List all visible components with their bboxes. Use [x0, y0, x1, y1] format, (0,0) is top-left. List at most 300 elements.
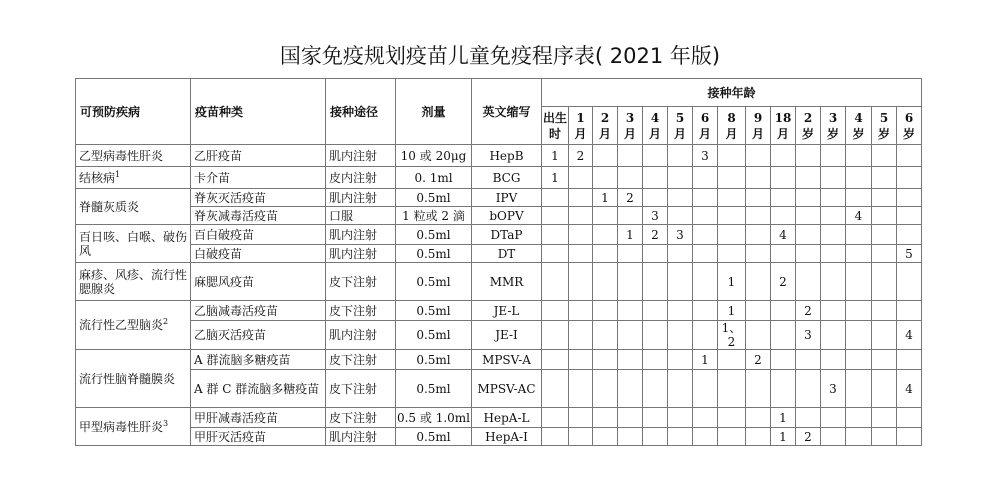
age-unit: 月 [725, 126, 738, 141]
dose-number-cell [796, 207, 821, 225]
dose-number-cell [693, 189, 718, 207]
dose-number-cell [746, 301, 771, 321]
dose-number-cell [569, 245, 593, 263]
dose-number-cell [618, 370, 643, 408]
dose-number-cell [872, 370, 897, 408]
age-value: 9 [753, 110, 763, 125]
age-value: 1 [576, 110, 585, 125]
dose-number-cell [542, 207, 569, 225]
table-row [76, 189, 922, 207]
dose-number-cell [668, 408, 693, 428]
route-cell: 肌内注射 [326, 428, 396, 446]
vaccine-cell: 甲肝灭活疫苗 [191, 428, 326, 446]
age-unit: 月 [698, 126, 711, 141]
dose-number-cell: 1 [718, 263, 746, 301]
page-title: 国家免疫规划疫苗儿童免疫程序表( 2021 年版) [279, 44, 721, 68]
dose-number-cell [821, 350, 846, 370]
dose-number-cell [618, 408, 643, 428]
dose-number-cell [593, 167, 618, 189]
route-cell: 皮下注射 [326, 408, 396, 428]
dose-number-cell [593, 225, 618, 245]
dose-number-cell [693, 408, 718, 428]
dose-number-cell [746, 408, 771, 428]
footnote-marker: 3 [163, 418, 169, 428]
dose-number-cell [746, 207, 771, 225]
dose-number-cell [872, 263, 897, 301]
disease-name: 流行性乙型脑炎 [79, 318, 164, 332]
dose-number-cell: 4 [897, 321, 922, 350]
abbr-cell: HepA-I [472, 428, 542, 446]
abbr-cell: HepA-L [472, 408, 542, 428]
route-cell: 皮下注射 [326, 370, 396, 408]
dose-number-cell [718, 167, 746, 189]
dose-number-cell [569, 321, 593, 350]
dose-number-cell [846, 145, 872, 167]
age-value: 6 [904, 110, 914, 125]
dose-number-cell [821, 321, 846, 350]
dose-number-cell: 2 [796, 301, 821, 321]
dose-number-cell [618, 167, 643, 189]
dose-number-cell [821, 145, 846, 167]
dose-number-cell [718, 189, 746, 207]
dose-number-cell [771, 301, 796, 321]
dose-number-cell [542, 350, 569, 370]
table-row [76, 245, 922, 263]
dose-number-cell [569, 225, 593, 245]
header-abbr: 英文缩写 [472, 79, 542, 145]
dose-number-cell [593, 263, 618, 301]
dose-number-cell [746, 245, 771, 263]
dose-number-cell [821, 301, 846, 321]
dose-number-cell [542, 370, 569, 408]
dose-number-cell [593, 207, 618, 225]
route-cell: 皮内注射 [326, 167, 396, 189]
route-cell: 肌内注射 [326, 145, 396, 167]
dose-number-cell: 1 [771, 408, 796, 428]
dose-number-cell [897, 301, 922, 321]
age-value: 5 [879, 110, 889, 125]
dose-number-cell: 2 [746, 350, 771, 370]
age-unit: 岁 [826, 126, 839, 141]
dose-number-cell: 2 [569, 145, 593, 167]
route-cell: 皮下注射 [326, 263, 396, 301]
disease-name: 流行性脑脊髓膜炎 [79, 371, 176, 386]
dose-number-cell [718, 207, 746, 225]
dose-number-cell: 4 [846, 207, 872, 225]
dose-number-cell [593, 321, 618, 350]
dose-number-cell [693, 321, 718, 350]
age-value: 3 [828, 110, 838, 125]
dose-cell: 0.5ml [396, 370, 472, 408]
dose-number-cell [746, 225, 771, 245]
dose-number-cell: 1 [693, 350, 718, 370]
dose-number-cell [569, 408, 593, 428]
dose-number-cell [872, 408, 897, 428]
vaccine-cell: 乙肝疫苗 [191, 145, 326, 167]
age-value: 2 [803, 110, 813, 125]
dose-number-cell [693, 428, 718, 446]
dose-number-cell [618, 145, 643, 167]
dose-number-cell [897, 207, 922, 225]
header-vaccine: 疫苗种类 [191, 79, 326, 145]
dose-number-cell [846, 263, 872, 301]
dose-number-cell [718, 145, 746, 167]
vaccine-cell: A 群 C 群流脑多糖疫苗 [191, 370, 326, 408]
dose-cell: 0.5ml [396, 263, 472, 301]
dose-number-cell [569, 370, 593, 408]
disease-cell [76, 145, 191, 167]
route-cell: 皮下注射 [326, 301, 396, 321]
route-cell: 肌内注射 [326, 189, 396, 207]
vaccine-cell: 脊灰减毒活疫苗 [191, 207, 326, 225]
disease-cell [76, 167, 191, 189]
dose-number-cell [821, 428, 846, 446]
dose-number-cell [796, 263, 821, 301]
dose-number-cell [569, 428, 593, 446]
abbr-cell: JE-L [472, 301, 542, 321]
table-row [76, 263, 922, 301]
age-value: 8 [727, 110, 736, 125]
table-row [76, 370, 922, 408]
dose-number-cell: 3 [668, 225, 693, 245]
age-header [897, 107, 922, 145]
dose-number-cell [693, 370, 718, 408]
abbr-cell: MPSV-AC [472, 370, 542, 408]
age-header [771, 107, 796, 145]
dose-number-cell [897, 408, 922, 428]
dose-number-cell [593, 428, 618, 446]
dose-number-cell [746, 189, 771, 207]
age-header [872, 107, 897, 145]
dose-number-cell [872, 167, 897, 189]
dose-number-cell [771, 207, 796, 225]
dose-number-cell [821, 225, 846, 245]
dose-number-cell [643, 301, 668, 321]
dose-number-cell [618, 321, 643, 350]
dose-number-cell [746, 145, 771, 167]
dose-number-cell: 1 [542, 145, 569, 167]
dose-number-cell [796, 245, 821, 263]
header-route: 接种途径 [326, 79, 396, 145]
age-unit: 岁 [902, 126, 915, 141]
abbr-cell: bOPV [472, 207, 542, 225]
dose-number-cell [643, 350, 668, 370]
vaccine-cell: A 群流脑多糖疫苗 [191, 350, 326, 370]
table-row [76, 350, 922, 370]
route-cell: 口服 [326, 207, 396, 225]
dose-number-cell [569, 301, 593, 321]
dose-number-cell [771, 167, 796, 189]
age-unit: 岁 [801, 126, 814, 141]
dose-number-cell [846, 321, 872, 350]
dose-number-cell [668, 263, 693, 301]
dose-number-cell [643, 145, 668, 167]
age-value: 4 [650, 110, 660, 125]
dose-number-cell: 3 [796, 321, 821, 350]
dose-number-cell [821, 245, 846, 263]
dose-number-cell [569, 189, 593, 207]
dose-number-cell: 2 [643, 225, 668, 245]
abbr-cell: DTaP [472, 225, 542, 245]
dose-number-cell [542, 245, 569, 263]
vaccine-cell: 白破疫苗 [191, 245, 326, 263]
age-header [718, 107, 746, 145]
age-unit: 月 [598, 126, 611, 141]
age-value: 6 [700, 110, 710, 125]
dose-cell: 0.5ml [396, 245, 472, 263]
disease-cell [76, 263, 191, 301]
table-row [76, 167, 922, 189]
dose-cell: 0.5ml [396, 321, 472, 350]
table-row [76, 225, 922, 245]
disease-name: 结核病 [79, 170, 116, 185]
vaccine-cell: 脊灰灭活疫苗 [191, 189, 326, 207]
dose-number-cell [897, 350, 922, 370]
dose-number-cell [796, 370, 821, 408]
dose-number-cell [542, 225, 569, 245]
route-cell: 肌内注射 [326, 321, 396, 350]
age-value: 18 [774, 110, 792, 125]
dose-cell: 10 或 20μg [396, 145, 472, 167]
dose-number-cell: 1 [718, 301, 746, 321]
table-row [76, 428, 922, 446]
dose-cell: 0.5ml [396, 225, 472, 245]
header-age-group: 接种年龄 [542, 79, 922, 107]
dose-number-cell [846, 301, 872, 321]
dose-number-cell [569, 167, 593, 189]
header-disease: 可预防疾病 [76, 79, 191, 145]
dose-number-cell [569, 350, 593, 370]
abbr-cell: MMR [472, 263, 542, 301]
route-cell: 肌内注射 [326, 225, 396, 245]
dose-number-cell [542, 408, 569, 428]
dose-number-cell [746, 428, 771, 446]
dose-number-cell [569, 207, 593, 225]
dose-number-cell: 4 [897, 370, 922, 408]
header-dose: 剂量 [396, 79, 472, 145]
abbr-cell: HepB [472, 145, 542, 167]
dose-number-cell [796, 189, 821, 207]
age-unit: 月 [648, 126, 661, 141]
dose-number-cell: 1 [593, 189, 618, 207]
vaccine-cell: 卡介苗 [191, 167, 326, 189]
disease-name: 百日咳、白喉、破伤风 [79, 229, 188, 258]
disease-cell [76, 301, 191, 350]
dose-number-cell [821, 263, 846, 301]
age-header [643, 107, 668, 145]
dose-number-cell [542, 189, 569, 207]
dose-number-cell [618, 350, 643, 370]
dose-number-cell [643, 408, 668, 428]
dose-number-cell [668, 321, 693, 350]
dose-number-cell [897, 167, 922, 189]
dose-number-cell [821, 167, 846, 189]
route-cell: 皮下注射 [326, 350, 396, 370]
dose-number-cell [821, 207, 846, 225]
dose-number-cell [796, 167, 821, 189]
dose-number-cell [872, 225, 897, 245]
dose-number-cell: 3 [821, 370, 846, 408]
dose-cell: 0.5ml [396, 189, 472, 207]
dose-number-cell [897, 225, 922, 245]
vaccine-cell: 麻腮风疫苗 [191, 263, 326, 301]
age-header [693, 107, 718, 145]
dose-number-cell [746, 370, 771, 408]
dose-number-cell [542, 263, 569, 301]
dose-number-cell [746, 321, 771, 350]
dose-number-cell [668, 350, 693, 370]
dose-number-cell [693, 225, 718, 245]
dose-number-cell [593, 245, 618, 263]
age-header [618, 107, 643, 145]
dose-number-cell [668, 207, 693, 225]
dose-cell: 1 粒或 2 滴 [396, 207, 472, 225]
age-value: 出生 [542, 110, 567, 125]
age-header [593, 107, 618, 145]
dose-number-cell [668, 428, 693, 446]
dose-number-cell [542, 321, 569, 350]
footnote-marker: 1 [115, 169, 121, 179]
dose-number-cell: 5 [897, 245, 922, 263]
dose-number-cell [718, 245, 746, 263]
age-unit: 月 [751, 126, 764, 141]
age-value: 5 [675, 110, 685, 125]
dose-number-cell: 2 [796, 428, 821, 446]
age-unit: 月 [776, 126, 789, 141]
dose-cell: 0.5ml [396, 428, 472, 446]
disease-name: 麻疹、风疹、流行性腮腺炎 [79, 267, 188, 296]
dose-number-cell [643, 167, 668, 189]
dose-number-cell [593, 145, 618, 167]
abbr-cell: IPV [472, 189, 542, 207]
dose-number-cell [846, 245, 872, 263]
dose-number-cell [771, 350, 796, 370]
abbr-cell: BCG [472, 167, 542, 189]
age-header [796, 107, 821, 145]
dose-number-cell [618, 301, 643, 321]
age-header [746, 107, 771, 145]
dose-number-cell [668, 167, 693, 189]
dose-number-cell [872, 350, 897, 370]
dose-number-cell [846, 350, 872, 370]
dose-number-cell [668, 189, 693, 207]
dose-number-cell: 4 [771, 225, 796, 245]
dose-number-cell [846, 167, 872, 189]
dose-number-cell [643, 245, 668, 263]
dose-number-cell [593, 408, 618, 428]
dose-number-cell [796, 145, 821, 167]
table-row [76, 207, 922, 225]
table-row [76, 321, 922, 350]
disease-cell [76, 350, 191, 408]
dose-number-cell [618, 428, 643, 446]
age-header [668, 107, 693, 145]
dose-number-cell [718, 428, 746, 446]
dose-cell: 0.5ml [396, 301, 472, 321]
route-cell: 肌内注射 [326, 245, 396, 263]
dose-cell: 0.5 或 1.0ml [396, 408, 472, 428]
dose-number-cell [618, 207, 643, 225]
dose-number-cell [897, 428, 922, 446]
age-value: 4 [854, 110, 863, 125]
dose-number-cell [796, 350, 821, 370]
age-header [542, 107, 569, 145]
dose-number-cell [718, 370, 746, 408]
dose-number-cell [593, 350, 618, 370]
dose-number-cell [872, 207, 897, 225]
vaccine-cell: 甲肝减毒活疫苗 [191, 408, 326, 428]
dose-number-cell [693, 263, 718, 301]
dose-number-cell: 2 [771, 263, 796, 301]
dose-number-cell [643, 370, 668, 408]
dose-number-cell [668, 370, 693, 408]
dose-number-cell: 1 [542, 167, 569, 189]
abbr-cell: JE-I [472, 321, 542, 350]
dose-number-cell [693, 245, 718, 263]
dose-number-cell [897, 263, 922, 301]
dose-number-cell [718, 350, 746, 370]
dose-number-cell: 1 [618, 225, 643, 245]
dose-number-cell [771, 189, 796, 207]
dose-number-cell [771, 145, 796, 167]
dose-number-cell [796, 225, 821, 245]
dose-number-cell [846, 225, 872, 245]
dose-number-cell [593, 370, 618, 408]
dose-number-cell: 2 [618, 189, 643, 207]
dose-number-cell [693, 167, 718, 189]
abbr-cell: MPSV-A [472, 350, 542, 370]
dose-number-cell [643, 189, 668, 207]
disease-name: 乙型病毒性肝炎 [79, 148, 164, 163]
age-unit: 月 [574, 126, 587, 141]
dose-number-cell [872, 189, 897, 207]
disease-name: 甲型病毒性肝炎 [79, 419, 164, 434]
dose-number-cell [643, 321, 668, 350]
dose-number-cell [668, 245, 693, 263]
dose-number-cell [821, 189, 846, 207]
age-value: 3 [625, 110, 635, 125]
age-header [569, 107, 593, 145]
age-header [821, 107, 846, 145]
dose-number-cell [542, 301, 569, 321]
dose-number-cell [821, 408, 846, 428]
disease-name: 脊髓灰质炎 [79, 199, 140, 214]
vaccine-cell: 乙脑减毒活疫苗 [191, 301, 326, 321]
immunization-schedule-table [75, 78, 922, 446]
dose-number-cell [746, 263, 771, 301]
dose-number-cell [593, 301, 618, 321]
dose-number-cell [668, 301, 693, 321]
dose-number-cell [872, 428, 897, 446]
dose-number-cell [643, 428, 668, 446]
dose-number-cell [542, 428, 569, 446]
dose-cell: 0. 1ml [396, 167, 472, 189]
vaccine-cell: 百白破疫苗 [191, 225, 326, 245]
table-row [76, 408, 922, 428]
dose-number-cell [718, 408, 746, 428]
age-unit: 月 [623, 126, 636, 141]
age-header [846, 107, 872, 145]
disease-cell [76, 408, 191, 446]
dose-number-cell [618, 245, 643, 263]
dose-number-cell [746, 167, 771, 189]
dose-number-cell [693, 301, 718, 321]
dose-number-cell [846, 370, 872, 408]
dose-number-cell [771, 321, 796, 350]
dose-number-cell: 1 [771, 428, 796, 446]
age-value: 2 [600, 110, 610, 125]
dose-number-cell [771, 245, 796, 263]
